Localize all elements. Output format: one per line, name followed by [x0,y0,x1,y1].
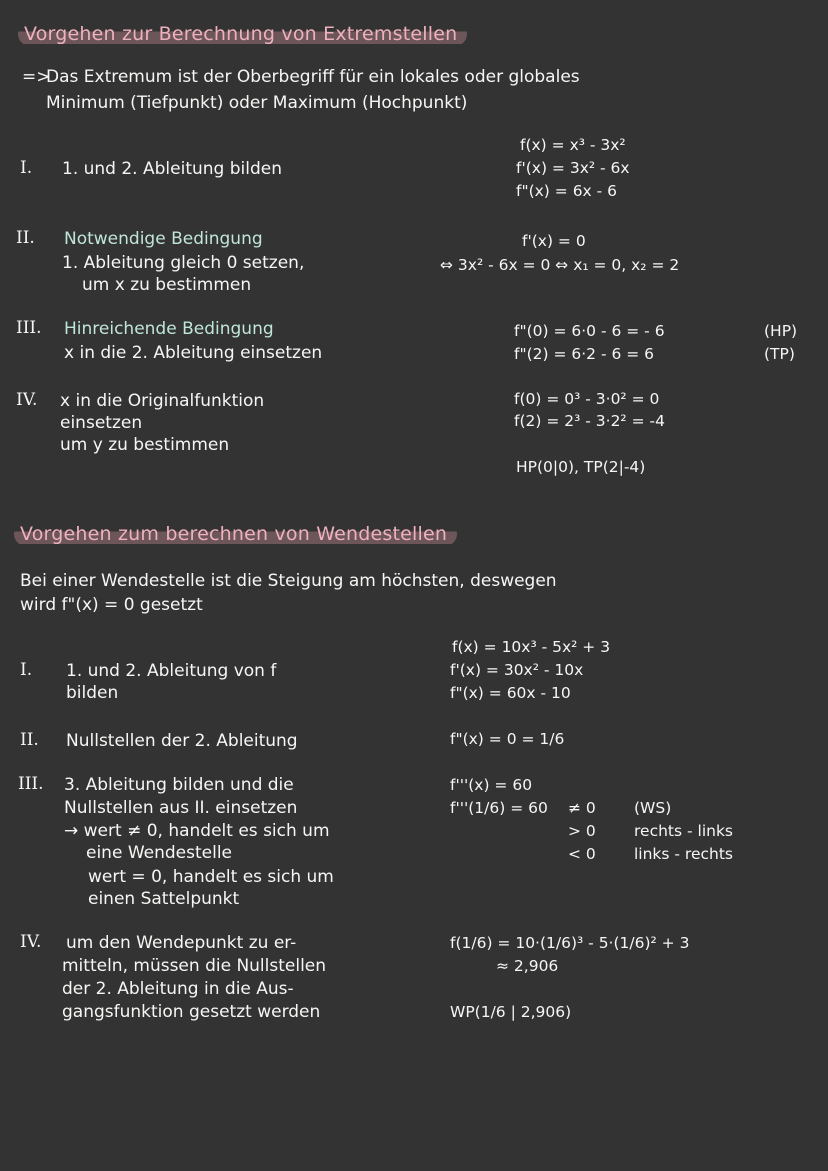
annotation-hp: (HP) [764,322,798,340]
math-line: f"(0) = 6·0 - 6 = - 6 [514,322,665,340]
step-text: 1. und 2. Ableitung von f [66,661,277,681]
result-points: HP(0|0), TP(2|-4) [516,458,646,476]
math-line: f(x) = 10x³ - 5x² + 3 [452,638,611,656]
math-line: f'''(x) = 60 [450,776,533,794]
math-line: ≈ 2,906 [496,957,559,975]
intro-text-line1: Das Extremum ist der Oberbegriff für ein lokales oder globales [46,67,580,87]
step-numeral: I. [20,158,33,178]
math-line: f(0) = 0³ - 3·0² = 0 [514,390,660,408]
math-line: f'(x) = 0 [522,232,586,250]
step-text: Nullstellen aus II. einsetzen [64,798,298,818]
implies-arrow: => [22,67,51,87]
condition-less-zero: < 0 [568,845,596,863]
step-text: → wert ≠ 0, handelt es sich um [64,821,330,841]
step-text: um x zu bestimmen [82,275,252,295]
step-text: mitteln, müssen die Nullstellen [62,956,327,976]
step-numeral: III. [18,774,44,794]
step-text: bilden [66,683,119,703]
math-line: f(1/6) = 10·(1/6)³ - 5·(1/6)² + 3 [450,934,690,952]
intro-text-line1: Bei einer Wendestelle ist die Steigung am höchsten, deswegen [20,571,557,591]
meaning-rechts-links: rechts - links [634,822,734,840]
result-wendepunkt: WP(1/6 | 2,906) [450,1003,572,1021]
step-numeral: I. [20,660,33,680]
math-line: f"(x) = 6x - 6 [516,182,618,200]
step-text: wert = 0, handelt es sich um [88,867,334,887]
step-text: 1. Ableitung gleich 0 setzen, [62,253,305,273]
step-text: einsetzen [60,413,143,433]
math-line: f"(2) = 6·2 - 6 = 6 [514,345,655,363]
step-numeral: II. [16,228,35,248]
condition-not-zero: ≠ 0 [568,799,596,817]
annotation-tp: (TP) [764,345,795,363]
math-line: f(2) = 2³ - 3·2² = -4 [514,412,665,430]
step-numeral: II. [20,730,39,750]
step-numeral: III. [16,318,42,338]
step-text: der 2. Ableitung in die Aus- [62,979,294,999]
intro-text-line2: wird f"(x) = 0 gesetzt [20,595,203,615]
step-numeral: IV. [16,390,38,410]
step-text: um den Wendepunkt zu er- [66,933,297,953]
condition-greater-zero: > 0 [568,822,596,840]
step-text: x in die 2. Ableitung einsetzen [64,343,323,363]
math-line: f"(x) = 60x - 10 [450,684,571,702]
step-text: 3. Ableitung bilden und die [64,775,294,795]
condition-label-notwendig: Notwendige Bedingung [64,229,263,249]
step-numeral: IV. [20,932,42,952]
section-title-wendestellen: Vorgehen zum berechnen von Wendestellen [14,522,457,546]
math-line: f'(x) = 3x² - 6x [516,159,630,177]
step-text: um y zu bestimmen [60,435,230,455]
meaning-links-rechts: links - rechts [634,845,734,863]
math-line: f"(x) = 0 = 1/6 [450,730,565,748]
step-text: eine Wendestelle [86,843,233,863]
condition-label-hinreichend: Hinreichende Bedingung [64,319,274,339]
step-text: einen Sattelpunkt [88,889,240,909]
step-text: Nullstellen der 2. Ableitung [66,731,298,751]
math-line: f'(x) = 30x² - 10x [450,661,584,679]
step-text: 1. und 2. Ableitung bilden [62,159,282,179]
section-title-extremstellen: Vorgehen zur Berechnung von Extremstellen [18,22,467,46]
math-line: f(x) = x³ - 3x² [520,136,626,154]
math-line: ⇔ 3x² - 6x = 0 ⇔ x₁ = 0, x₂ = 2 [440,256,680,274]
intro-text-line2: Minimum (Tiefpunkt) oder Maximum (Hochpunkt) [46,93,468,113]
step-text: x in die Originalfunktion [60,391,265,411]
meaning-ws: (WS) [634,799,672,817]
step-text: gangsfunktion gesetzt werden [62,1002,321,1022]
math-line: f'''(1/6) = 60 [450,799,548,817]
